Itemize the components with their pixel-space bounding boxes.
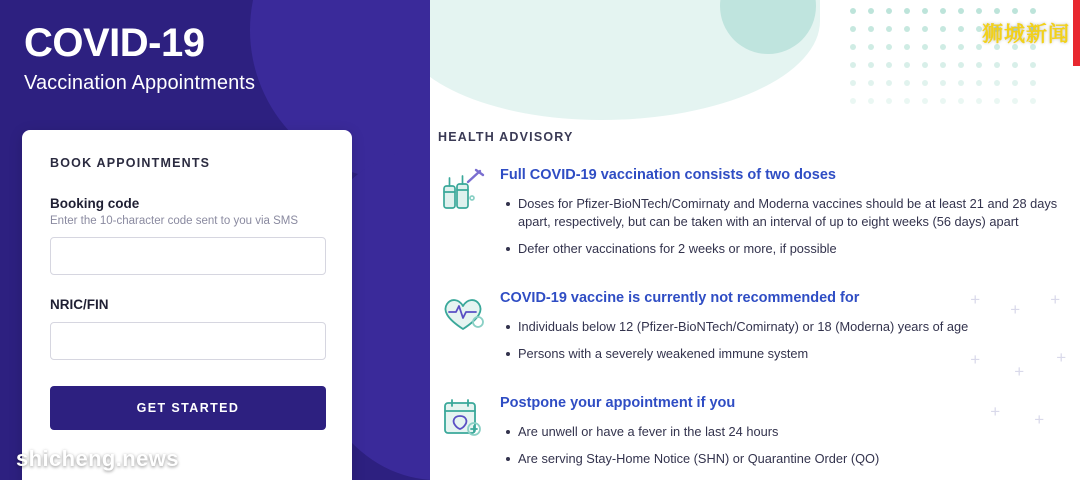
nric-field-group	[50, 297, 324, 360]
booking-card	[22, 130, 352, 480]
advisory-item-heading: COVID-19 vaccine is currently not recommended for	[500, 290, 860, 307]
advisory-panel: + + + + + + + + HEALTH ADVISORY Full COVID-19 vaccination consists of two doses Doses for Pfizer-BioNTech/Comirnaty and Moderna vaccines should be at least 21 and 28 days apart, respectively, but can be taken with an interval of up to eight weeks (56 days) apart Defer other vaccinations for 2 weeks or more, if possible COVID-19 vaccine is currently not recommended for Individuals below 12 (Pfizer-BioNTech/Comirnaty) or 18 (Moderna) years of age Persons with a severely weakened immune system Postpone your appointment if you Are unwell or have a fever in the last 24 hours Are serving Stay-Home Notice (SHN) or Quarantine Order (QO)	[430, 0, 1080, 480]
syringe-vaccine-icon	[438, 166, 500, 267]
advisory-bullet: Doses for Pfizer-BioNTech/Comirnaty and Moderna vaccines should be at least 21 and 28 days apart, respectively, but can be taken with an interval of up to eight weeks (56 days) apart	[518, 195, 1068, 231]
booking-code-input[interactable]	[50, 237, 326, 275]
watermark-red-bar	[1073, 0, 1080, 66]
watermark-english: shicheng.news	[16, 446, 179, 471]
page-title: COVID-19	[24, 21, 205, 65]
calendar-health-icon	[438, 394, 500, 477]
advisory-bullet: Are serving Stay-Home Notice (SHN) or Quarantine Order (QO)	[518, 450, 1068, 468]
advisory-item-body	[500, 166, 1068, 267]
advisory-item	[438, 166, 1068, 267]
advisory-item-body	[500, 394, 1068, 477]
advisory-item-heading: Postpone your appointment if you	[500, 395, 736, 412]
booking-code-label: Booking code	[50, 196, 140, 211]
get-started-button[interactable]: GET STARTED	[50, 386, 326, 430]
advisory-bullet: Are unwell or have a fever in the last 24 hours	[518, 423, 1068, 441]
booking-code-hint: Enter the 10-character code sent to you via SMS	[50, 215, 299, 227]
booking-card-heading: BOOK APPOINTMENTS	[50, 156, 211, 170]
advisory-bullet: Defer other vaccinations for 2 weeks or more, if possible	[518, 240, 1068, 258]
advisory-bullet: Individuals below 12 (Pfizer-BioNTech/Comirnaty) or 18 (Moderna) years of age	[518, 318, 1068, 336]
health-advisory-section	[438, 130, 1068, 480]
advisory-bullet-list	[500, 423, 1068, 468]
page-subtitle: Vaccination Appointments	[24, 72, 256, 94]
advisory-bullet: Persons with a severely weakened immune system	[518, 345, 1068, 363]
advisory-section-title: HEALTH ADVISORY	[438, 130, 574, 144]
watermark-chinese: 狮城新闻	[982, 23, 1070, 46]
advisory-item-body	[500, 289, 1068, 372]
hero-title-block	[24, 22, 255, 95]
nric-label: NRIC/FIN	[50, 297, 109, 312]
nric-input[interactable]	[50, 322, 326, 360]
advisory-bullet-list	[500, 195, 1068, 258]
advisory-item-heading: Full COVID-19 vaccination consists of two doses	[500, 167, 836, 183]
advisory-item	[438, 394, 1068, 477]
heart-pulse-icon	[438, 289, 500, 372]
booking-code-field-group	[50, 196, 324, 275]
advisory-item	[438, 289, 1068, 372]
advisory-bullet-list	[500, 318, 1068, 363]
